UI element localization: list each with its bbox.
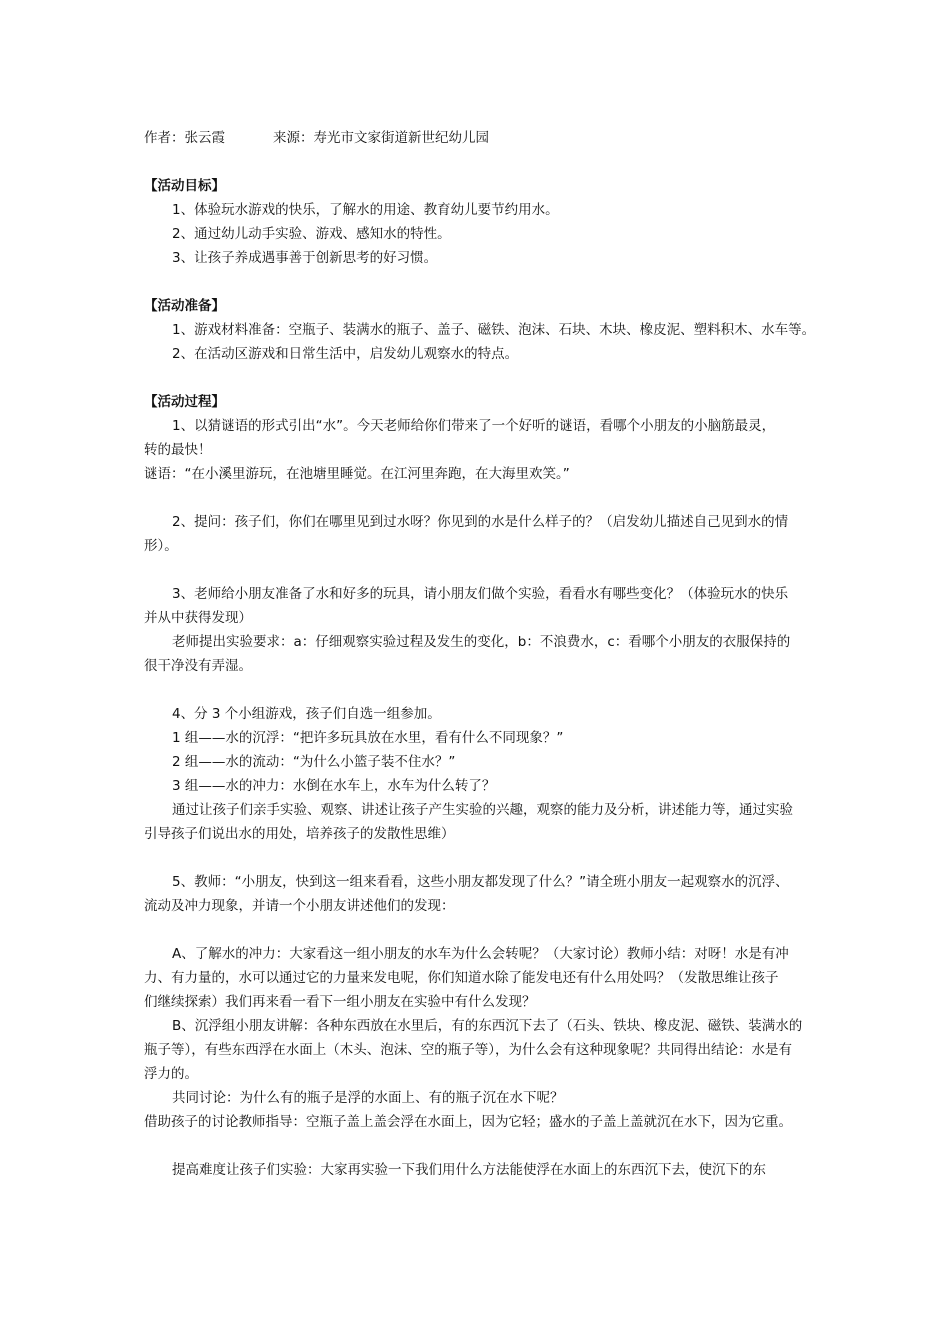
step5-line2: 流动及冲力现象，并请一个小朋友讲述他们的发现： (144, 898, 455, 914)
step1-line1: 1、以猜谜语的形式引出“水”。今天老师给你们带来了一个好听的谜语，看哪个小朋友的小脑筋最灵， (172, 418, 776, 434)
goal-item-2: 2、通过幼儿动手实验、游戏、感知水的特性。 (172, 226, 451, 242)
step2-line1: 2、提问：孩子们，你们在哪里见到过水呀？你见到的水是什么样子的？（启发幼儿描述自己见到水的情 (172, 514, 789, 530)
author-source-line (144, 126, 816, 150)
step4-intro: 4、分 3 个小组游戏，孩子们自选一组参加。 (172, 706, 441, 722)
step3-line2: 并从中获得发现） (144, 610, 252, 626)
part-b-line2: 瓶子等），有些东西浮在水面上（木头、泡沫、空的瓶子等），为什么会有这种现象呢？共同得出结论：水是有 (144, 1042, 792, 1058)
riddle-text: 谜语：“在小溪里游玩，在池塘里睡觉。在江河里奔跑，在大海里欢笑。” (144, 466, 570, 482)
discussion-line: 共同讨论：为什么有的瓶子是浮的水面上、有的瓶子沉在水下呢？ (172, 1090, 564, 1106)
part-a-line1: A、了解水的冲力：大家看这一组小朋友的水车为什么会转呢？（大家讨论）教师小结：对呀！水是有冲 (172, 946, 789, 962)
document-page (144, 126, 816, 1182)
author-text: 作者：张云霞 (144, 130, 225, 146)
process-heading: 【活动过程】 (144, 394, 225, 410)
part-b-line3: 浮力的。 (144, 1066, 198, 1082)
goal-item-1: 1、体验玩水游戏的快乐，了解水的用途、教育幼儿要节约用水。 (172, 202, 559, 218)
step3-line1: 3、老师给小朋友准备了水和好多的玩具，请小朋友们做个实验，看看水有哪些变化？（体验玩水的快乐 (172, 586, 789, 602)
step4-line1: 通过让孩子们亲手实验、观察、讲述让孩子产生实验的兴趣，观察的能力及分析，讲述能力等，通过实验 (172, 802, 793, 818)
step1-line2: 转的最快！ (144, 442, 212, 458)
group-2: 2 组——水的流动：“为什么小篮子装不住水？” (172, 754, 456, 770)
part-a-line2: 力、有力量的，水可以通过它的力量来发电呢，你们知道水除了能发电还有什么用处吗？（发散思维让孩子 (144, 970, 779, 986)
step5-line1: 5、教师：“小朋友，快到这一组来看看，这些小朋友都发现了什么？”请全班小朋友一起观察水的沉浮、 (172, 874, 789, 890)
step4-line2: 引导孩子们说出水的用处，培养孩子的发散性思维） (144, 826, 455, 842)
goal-item-3: 3、让孩子养成遇事善于创新思考的好习惯。 (172, 250, 438, 266)
part-b-line1: B、沉浮组小朋友讲解：各种东西放在水里后，有的东西沉下去了（石头、铁块、橡皮泥、磁铁、装满水的 (172, 1018, 803, 1034)
group-1: 1 组——水的沉浮：“把许多玩具放在水里，看有什么不同现象？” (172, 730, 564, 746)
source-text: 来源：寿光市文家街道新世纪幼儿园 (273, 130, 489, 146)
prep-item-1: 1、游戏材料准备：空瓶子、装满水的瓶子、盖子、磁铁、泡沫、石块、木块、橡皮泥、塑料积木、水车等。 (172, 322, 816, 338)
part-a-line3: 们继续探索）我们再来看一看下一组小朋友在实验中有什么发现？ (144, 994, 536, 1010)
group-3: 3 组——水的冲力：水倒在水车上，水车为什么转了？ (172, 778, 496, 794)
step3-line3: 老师提出实验要求：a：仔细观察实验过程及发生的变化，b：不浪费水，c：看哪个小朋友的衣服保持的 (172, 634, 791, 650)
step3-line4: 很干净没有弄湿。 (144, 658, 252, 674)
step2-line2: 形）。 (144, 538, 178, 554)
teacher-guidance-line: 借助孩子的讨论教师指导：空瓶子盖上盖会浮在水面上，因为它轻；盛水的子盖上盖就沉在水下，因为它重。 (144, 1114, 792, 1130)
goals-heading: 【活动目标】 (144, 178, 225, 194)
prep-heading: 【活动准备】 (144, 298, 225, 314)
prep-item-2: 2、在活动区游戏和日常生活中，启发幼儿观察水的特点。 (172, 346, 519, 362)
advanced-experiment-line: 提高难度让孩子们实验：大家再实验一下我们用什么方法能使浮在水面上的东西沉下去，使沉下的东 (172, 1162, 766, 1178)
